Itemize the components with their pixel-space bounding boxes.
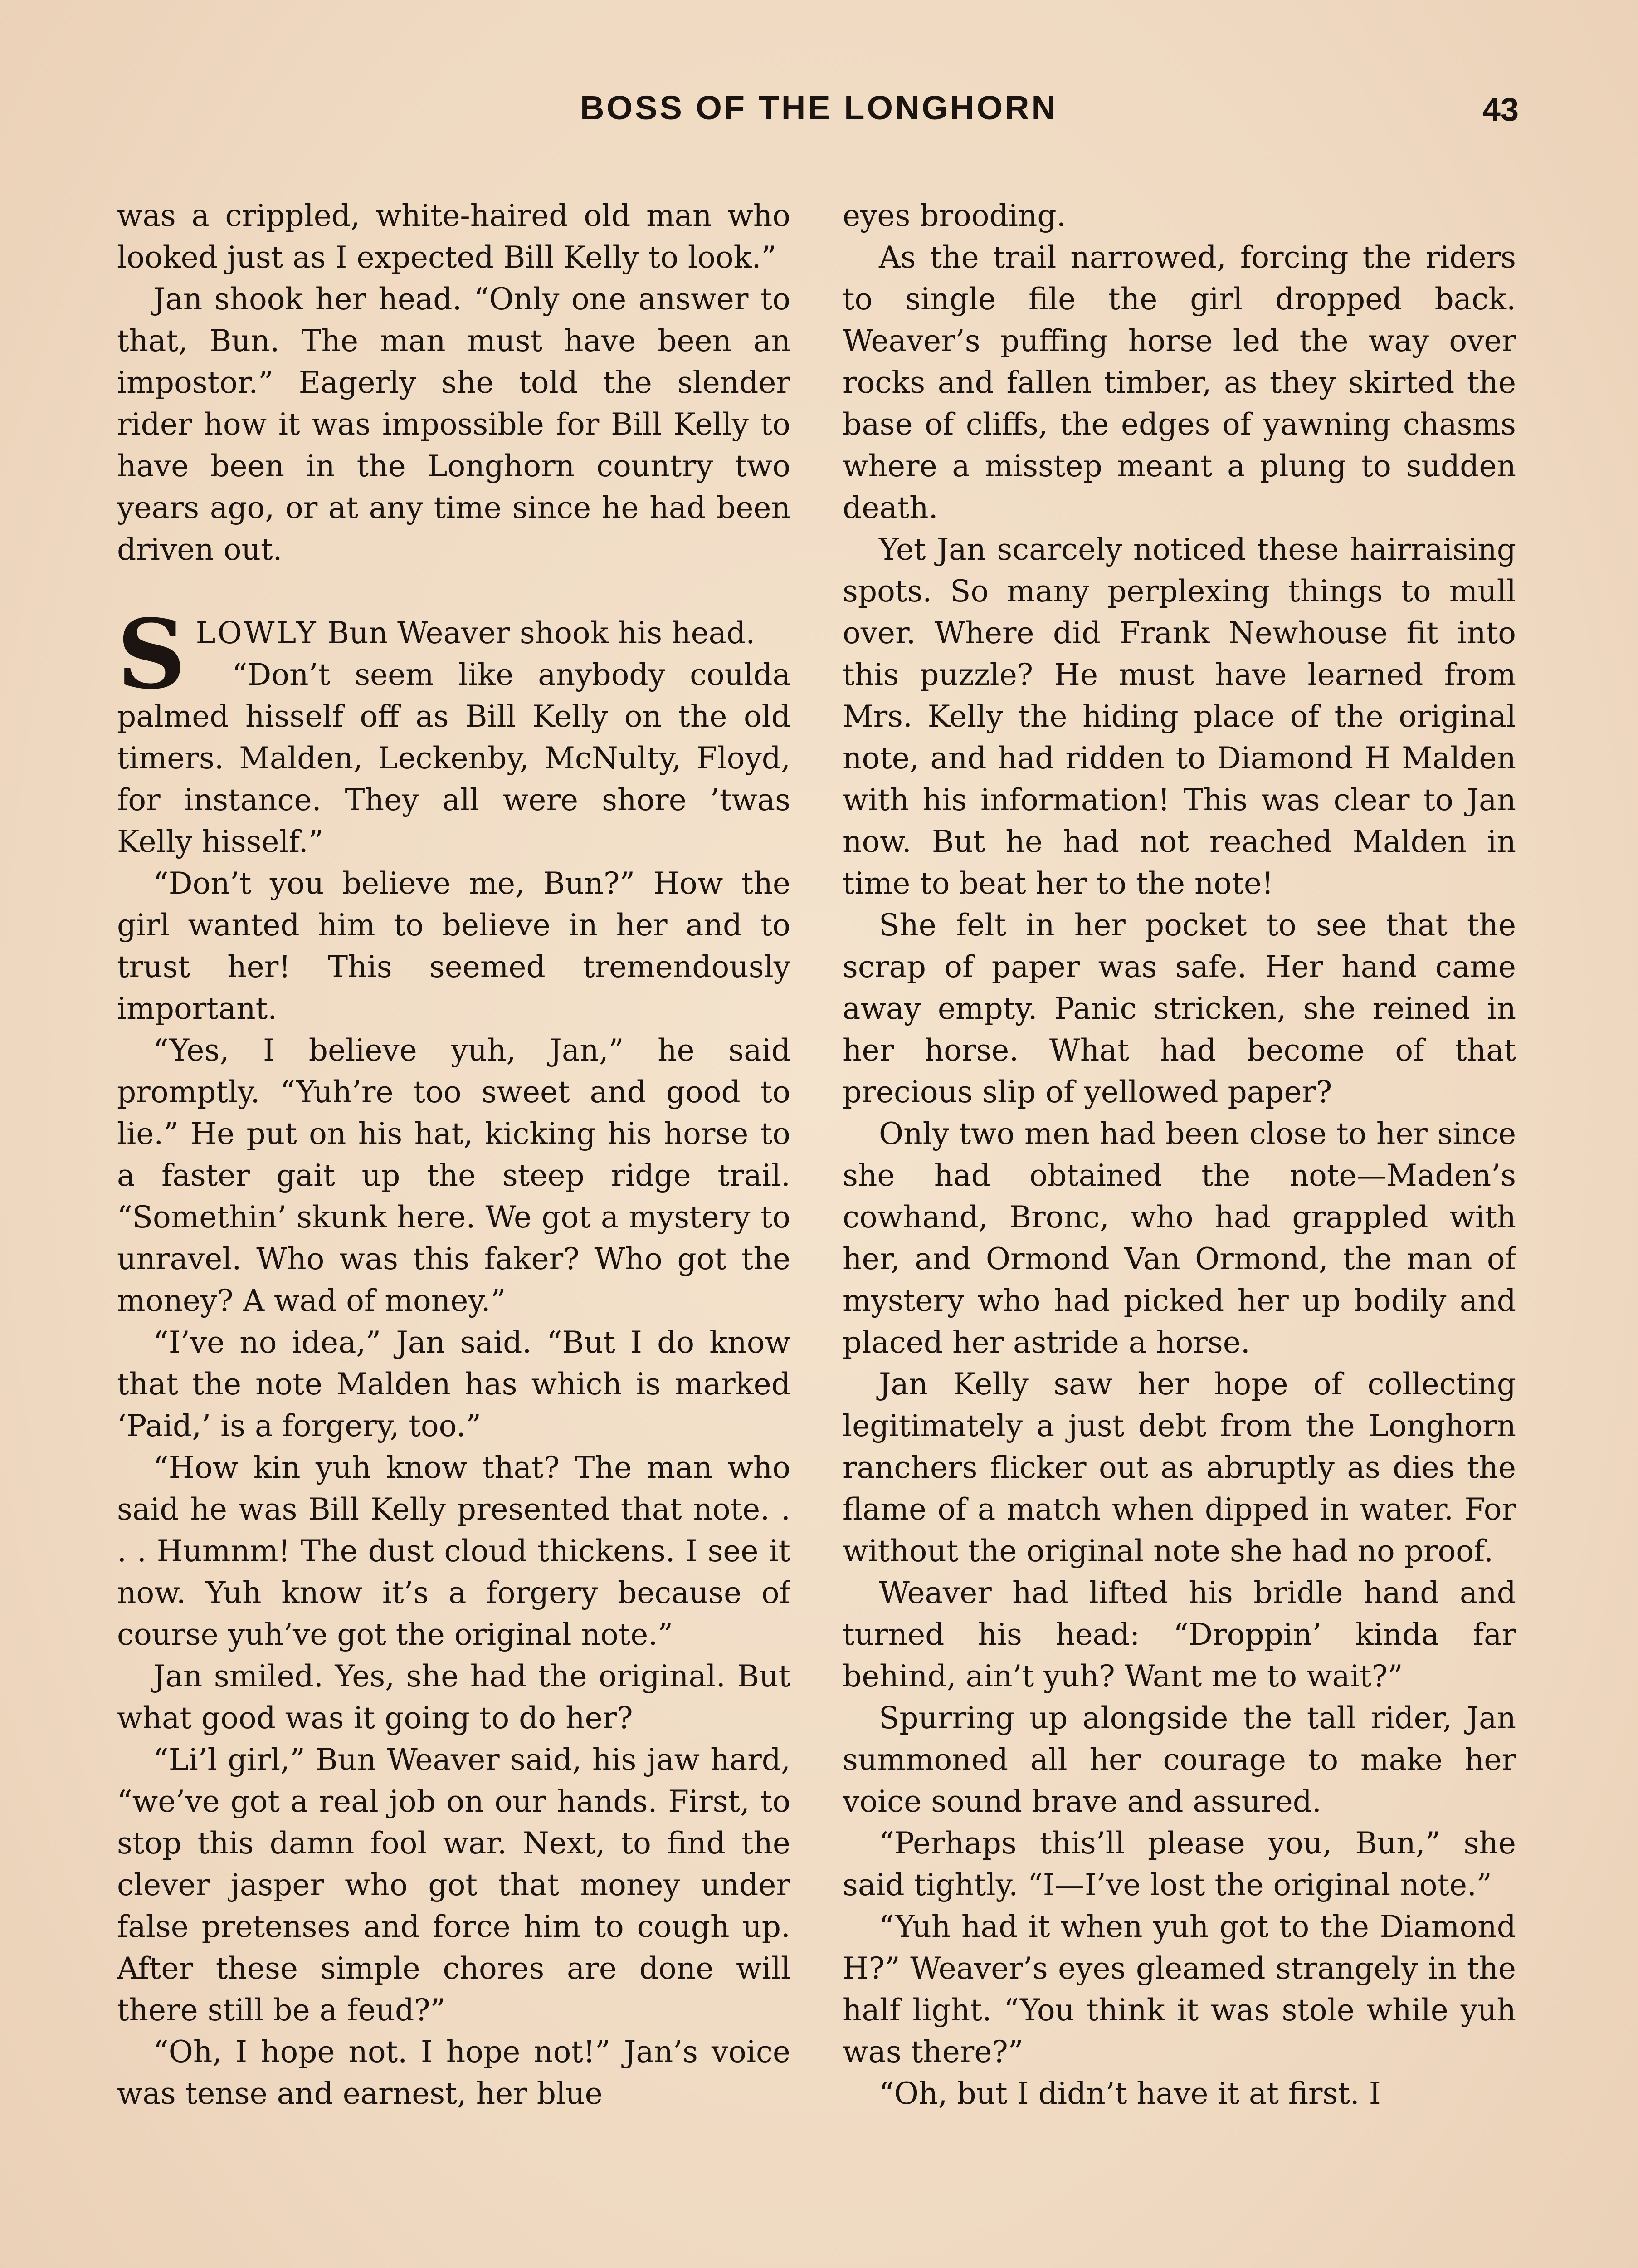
paragraph: Jan shook her head. “Only one answer to that, Bun. The man must have been an impostor.” Eagerly she told the slender rider how it was impossible for Bill Kelly to have been in the Longhorn country two years ago, or at any time since he had been driven out. <box>117 282 790 567</box>
paragraph: eyes brooding. <box>843 198 1066 233</box>
paragraph: “Perhaps this’ll please you, Bun,” she said tightly. “I—I’ve lost the original note.” <box>843 1826 1516 1902</box>
small-caps-lead: LOWLY <box>195 616 318 650</box>
paragraph: was a crippled, white-haired old man who looked just as I expected Bill Kelly to look.” <box>117 198 790 275</box>
paragraph: “Li’l girl,” Bun Weaver said, his jaw hard, “we’ve got a real job on our hands. First, to stop this damn fool war. Next, to find the clever jasper who got that money under false pretenses and force him to cough up. After these simple chores are done will there still be a feud?” <box>117 1742 790 2028</box>
paragraph: “Yes, I believe yuh, Jan,” he said promptly. “Yuh’re too sweet and good to lie.” He put on his hat, kicking his horse to a faster gait up the steep ridge trail. “Somethin’ skunk here. We got a mystery to unravel. Who was this faker? Who got the money? A wad of money.” <box>117 1033 790 1318</box>
left-column <box>117 195 790 2268</box>
paragraph: “Oh, but I didn’t have it at first. I <box>879 2076 1381 2111</box>
paragraph: “Oh, I hope not. I hope not!” Jan’s voice was tense and earnest, her blue <box>117 2034 790 2111</box>
paragraph: “How kin yuh know that? The man who said he was Bill Kelly presented that note. . . . Humnm! The dust cloud thickens. I see it now. Yuh know it’s a forgery because of course yuh’ve got the original note.” <box>117 1450 790 1652</box>
paragraph: Yet Jan scarcely noticed these hairraising spots. So many perplexing things to mull over. Where did Frank Newhouse fit into this puzzle? He must have learned from Mrs. Kelly the hiding place of the original note, and had ridden to Diamond H Malden with his information! This was clear to Jan now. But he had not reached Malden in time to beat her to the note! <box>843 532 1516 901</box>
paragraph: “Yuh had it when yuh got to the Diamond H?” Weaver’s eyes gleamed strangely in the half light. “You think it was stole while yuh was there?” <box>843 1909 1516 2069</box>
paragraph: “I’ve no idea,” Jan said. “But I do know that the note Malden has which is marked ‘Paid,’ is a forgery, too.” <box>117 1325 790 1443</box>
paragraph: Jan Kelly saw her hope of collecting legitimately a just debt from the Longhorn ranchers flicker out as abruptly as dies the flame of a match when dipped in water. For without the original note she had no proof. <box>843 1367 1516 1569</box>
paragraph-text: Bun Weaver shook his head. <box>317 616 756 650</box>
running-head: BOSS OF THE LONGHORN <box>580 89 1058 127</box>
paragraph: Weaver had lifted his bridle hand and turned his head: “Droppin’ kinda far behind, ain’t yuh? Want me to wait?” <box>843 1575 1516 1694</box>
paragraph: “Don’t you believe me, Bun?” How the girl wanted him to believe in her and to trust her! This seemed tremendously important. <box>117 866 790 1026</box>
paragraph: Spurring up alongside the tall rider, Jan summoned all her courage to make her voice sound brave and assured. <box>843 1701 1516 1819</box>
paragraph: As the trail narrowed, forcing the riders to single file the girl dropped back. Weaver’s puffing horse led the way over rocks and fallen timber, as they skirted the base of cliffs, the edges of yawning chasms where a misstep meant a plung to sudden death. <box>843 240 1516 525</box>
page-number: 43 <box>1482 92 1519 128</box>
page-header <box>0 88 1638 138</box>
paragraph: Only two men had been close to her since she had obtained the note—Maden’s cowhand, Bronc, who had grappled with her, and Ormond Van Ormond, the man of mystery who had picked her up bodily and placed her astride a horse. <box>843 1116 1516 1360</box>
drop-cap: S <box>117 598 186 710</box>
section-opening-paragraph <box>117 598 790 710</box>
paragraph: She felt in her pocket to see that the scrap of paper was safe. Her hand came away empty. Panic stricken, she reined in her horse. What had become of that precious slip of yellowed paper? <box>843 908 1516 1110</box>
paragraph: Jan smiled. Yes, she had the original. But what good was it going to do her? <box>117 1659 790 1735</box>
paragraph: “Don’t seem like anybody coulda palmed hisself off as Bill Kelly on the old timers. Malden, Leckenby, McNulty, Floyd, for instance. They all were shore ’twas Kelly hisself.” <box>117 657 790 859</box>
right-column <box>843 195 1516 2268</box>
